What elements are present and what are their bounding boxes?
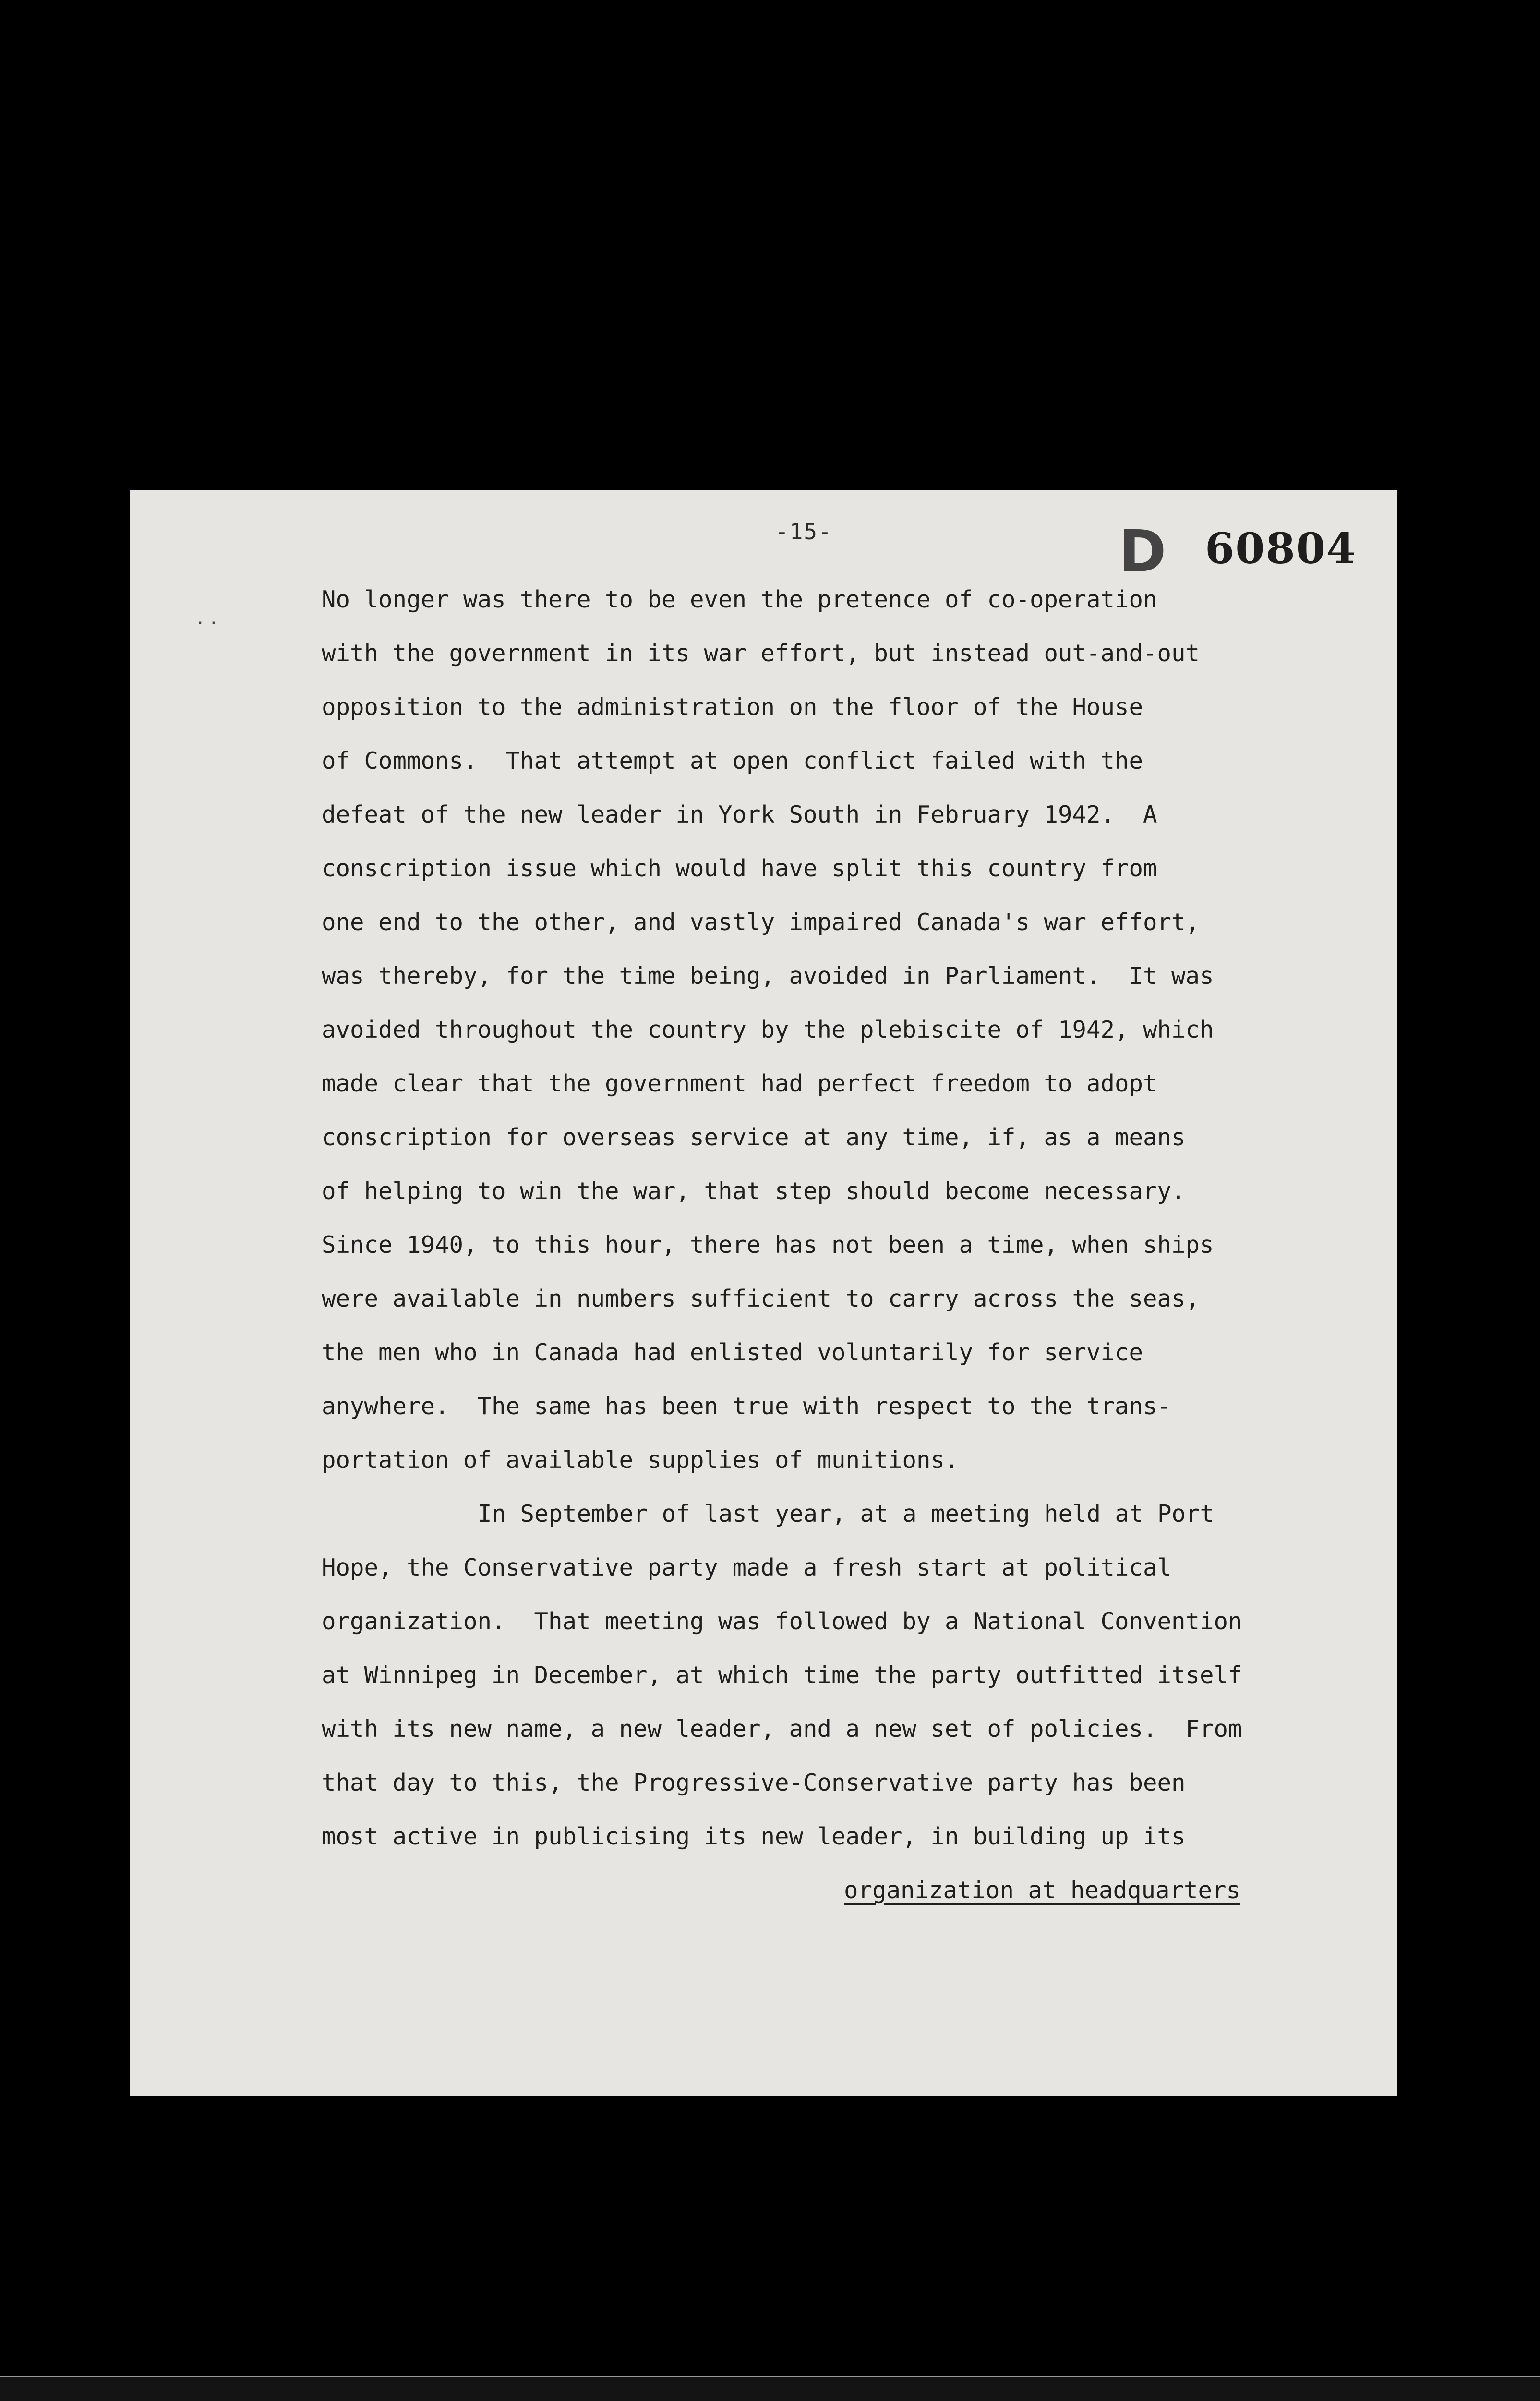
text-line: opposition to the administration on the floor of the House	[322, 693, 1143, 721]
text-line: with the government in its war effort, but instead out-and-out	[322, 640, 1200, 667]
text-line: of helping to win the war, that step should become necessary.	[322, 1177, 1186, 1205]
text-line: that day to this, the Progressive-Conservative party has been	[322, 1769, 1186, 1796]
text-line: avoided throughout the country by the plebiscite of 1942, which	[322, 1016, 1214, 1043]
text-line: was thereby, for the time being, avoided in Parliament. It was	[322, 962, 1214, 990]
text-line: made clear that the government had perfect freedom to adopt	[322, 1070, 1157, 1097]
text-line: one end to the other, and vastly impaired Canada's war effort,	[322, 909, 1200, 936]
text-line: of Commons. That attempt at open conflict failed with the	[322, 747, 1143, 775]
text-line: conscription for overseas service at any time, if, as a means	[322, 1124, 1186, 1151]
text-line: portation of available supplies of munitions.	[322, 1446, 959, 1474]
margin-marks: . .	[197, 605, 217, 630]
catchword: organization at headquarters	[844, 1877, 1241, 1904]
text-line: organization. That meeting was followed by a National Convention	[322, 1608, 1242, 1635]
text-line: defeat of the new leader in York South in February 1942. A	[322, 801, 1157, 828]
archive-stamp-letter: D	[1119, 519, 1167, 585]
text-line: most active in publicising its new leader, in building up its	[322, 1823, 1186, 1850]
text-line: with its new name, a new leader, and a new set of policies. From	[322, 1715, 1242, 1743]
document-page	[130, 490, 1397, 2096]
text-line: conscription issue which would have split this country from	[322, 855, 1157, 882]
page-number: -15-	[775, 519, 832, 545]
text-line: the men who in Canada had enlisted voluntarily for service	[322, 1339, 1143, 1366]
text-line: Hope, the Conservative party made a fresh start at political	[322, 1554, 1172, 1581]
text-line: anywhere. The same has been true with respect to the trans-	[322, 1393, 1172, 1420]
text-line: No longer was there to be even the pretence of co-operation	[322, 586, 1157, 613]
text-line: at Winnipeg in December, at which time the party outfitted itself	[322, 1661, 1242, 1689]
text-line: Since 1940, to this hour, there has not been a time, when ships	[322, 1231, 1214, 1259]
archive-stamp-number: 60804	[1205, 523, 1357, 573]
paragraph-first-line: In September of last year, at a meeting held at Port	[478, 1500, 1215, 1528]
scanner-bottom-strip	[0, 2376, 1540, 2401]
text-line: were available in numbers sufficient to carry across the seas,	[322, 1285, 1200, 1312]
